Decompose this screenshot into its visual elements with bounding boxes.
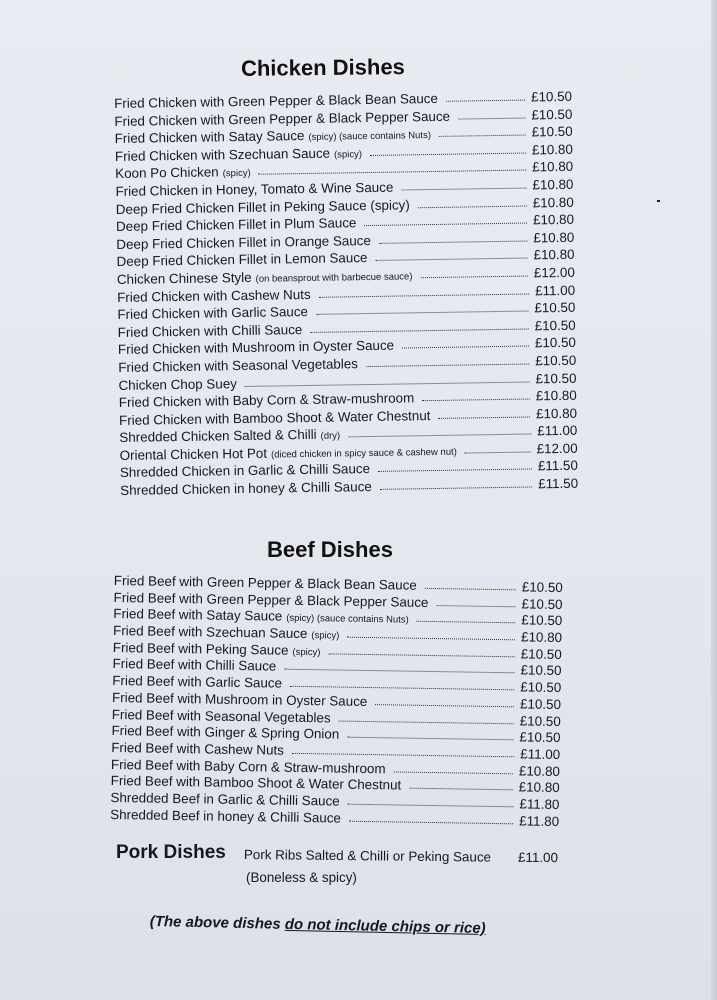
menu-item-price: £12.00 — [536, 440, 578, 457]
dotted-leader — [292, 752, 514, 757]
chicken-dishes-list — [114, 89, 578, 501]
dotted-leader — [370, 151, 526, 155]
menu-item-price: £10.80 — [535, 405, 578, 422]
paper-speck — [657, 200, 660, 202]
menu-item-name: Fried Chicken with Seasonal Vegetables — [118, 356, 359, 375]
menu-item-name: Fried Beef with Bamboo Shoot & Water Chestnut — [110, 773, 402, 793]
menu-item-name: Fried Beef with Green Pepper & Black Pepper Sauce — [113, 589, 429, 610]
footer-note — [150, 913, 486, 937]
menu-item-price: £10.80 — [518, 779, 560, 796]
dotted-leader — [328, 652, 514, 657]
menu-item-price: £10.80 — [531, 141, 574, 158]
menu-item-note: (diced chicken in spicy sauce & cashew nut) — [270, 446, 457, 461]
menu-item-price: £10.80 — [532, 194, 574, 210]
menu-item-price: £12.00 — [533, 264, 575, 281]
menu-item-name: Shredded Beef in Garlic & Chilli Sauce — [110, 789, 340, 809]
menu-item-price: £10.50 — [534, 335, 577, 351]
menu-item-name: Fried Beef with Chilli Sauce — [112, 656, 277, 674]
menu-item-price: £10.80 — [532, 159, 574, 175]
pork-dishes-section — [116, 842, 576, 892]
menu-item-price: £10.50 — [535, 370, 577, 386]
dotted-leader — [418, 204, 527, 208]
menu-item-name: Fried Chicken with Szechuan Sauce — [114, 145, 331, 164]
dotted-leader — [290, 685, 514, 691]
menu-item-price: £11.50 — [538, 475, 579, 492]
dotted-leader — [425, 587, 516, 590]
menu-item-price: £11.00 — [535, 282, 576, 298]
menu-item-name: Fried Beef with Seasonal Vegetables — [111, 706, 331, 725]
menu-item-price: £10.50 — [521, 596, 563, 612]
menu-item-price: £11.00 — [537, 423, 578, 439]
dotted-leader — [375, 703, 514, 707]
menu-item-price: £10.50 — [520, 679, 562, 696]
menu-item-name: Fried Chicken with Garlic Sauce — [117, 304, 309, 323]
dotted-leader — [458, 116, 525, 119]
menu-item-note: (spicy) — [311, 630, 340, 642]
menu-item-price: £10.80 — [532, 176, 574, 193]
menu-item-price: £10.80 — [520, 629, 563, 646]
dotted-leader — [347, 736, 513, 741]
beef-dishes-heading: Beef Dishes — [267, 537, 393, 562]
menu-item-note: (dry) — [320, 430, 341, 443]
menu-item-price: £10.80 — [533, 247, 575, 263]
menu-item-price: £10.50 — [520, 662, 562, 679]
dotted-leader — [375, 257, 527, 261]
dotted-leader — [349, 819, 513, 824]
dotted-leader — [245, 380, 530, 386]
menu-item-price: £10.80 — [535, 387, 577, 404]
dotted-leader — [394, 770, 513, 774]
chicken-dishes-heading: Chicken Dishes — [240, 54, 405, 81]
menu-item-price: £11.00 — [520, 746, 561, 762]
pork-item-name: Pork Ribs Salted & Chilli or Peking Sauce — [243, 847, 492, 865]
pork-dishes-heading: Pork Dishes — [116, 842, 226, 863]
menu-item-name: Fried Beef with Cashew Nuts — [111, 739, 285, 758]
dotted-leader — [319, 292, 530, 297]
menu-item-name: Fried Beef with Mushroom in Oyster Sauce — [111, 689, 368, 709]
menu-item-name: Fried Chicken with Green Pepper & Black Bean Sauce — [114, 90, 438, 111]
menu-item-name: Fried Chicken in Honey, Tomato & Wine Sauce — [115, 179, 394, 199]
menu-item-name: Koon Po Chicken — [115, 164, 219, 182]
dotted-leader — [439, 134, 526, 137]
dotted-leader — [380, 486, 532, 490]
pork-item-note: (Boneless & spicy) — [246, 870, 357, 885]
menu-item-price: £10.80 — [518, 762, 561, 779]
menu-item-name: Fried Beef with Szechuan Sauce — [112, 623, 308, 642]
menu-item-name: Fried Beef with Peking Sauce — [112, 639, 289, 658]
menu-item-note: (spicy) — [333, 148, 363, 161]
menu-item-name: Fried Beef with Green Pepper & Black Bean Sauce — [113, 573, 417, 593]
menu-item-price: £10.50 — [520, 646, 562, 662]
dotted-leader — [339, 719, 514, 724]
menu-item-price: £10.50 — [531, 123, 573, 140]
menu-item-name: Shredded Chicken Salted & Chilli — [119, 427, 317, 446]
menu-item-price: £10.50 — [530, 88, 573, 105]
menu-item-name: Shredded Beef in honey & Chilli Sauce — [110, 806, 342, 826]
menu-item-price: £10.50 — [519, 696, 562, 712]
menu-item-price: £10.50 — [519, 729, 561, 746]
menu-item-note: (spicy) (sauce contains Nuts) — [308, 130, 432, 144]
menu-item-name: Fried Beef with Satay Sauce — [113, 606, 283, 625]
menu-item-name: Fried Chicken with Chilli Sauce — [117, 321, 303, 340]
menu-item-price: £10.50 — [521, 612, 563, 629]
menu-item-name: Fried Chicken with Satay Sauce — [114, 128, 305, 147]
menu-item-price: £10.50 — [534, 299, 576, 316]
dotted-leader — [379, 239, 527, 243]
menu-item-name: Oriental Chicken Hot Pot — [119, 445, 268, 463]
menu-item-price: £10.50 — [534, 317, 576, 334]
dotted-leader — [347, 636, 515, 641]
menu-item-name: Fried Chicken with Bamboo Shoot & Water Chestnut — [118, 407, 431, 428]
pork-item-price: £11.00 — [517, 849, 559, 866]
dotted-leader — [417, 620, 516, 624]
dotted-leader — [436, 604, 515, 607]
dotted-leader — [401, 187, 526, 191]
dotted-leader — [446, 99, 525, 102]
menu-item-name: Shredded Chicken in honey & Chilli Sauce — [120, 479, 372, 499]
menu-item-name: Deep Fried Chicken Fillet in Plum Sauce — [115, 215, 357, 235]
menu-item-price: £10.80 — [533, 229, 575, 246]
dotted-leader — [465, 450, 531, 453]
menu-item-name: Fried Chicken with Cashew Nuts — [117, 286, 311, 305]
footer-note-prefix: (The above dishes — [149, 913, 286, 933]
dotted-leader — [284, 668, 514, 674]
paper-edge-shadow — [711, 0, 717, 1000]
dotted-leader — [310, 327, 528, 332]
menu-item-price: £10.50 — [519, 712, 561, 729]
dotted-leader — [378, 468, 532, 472]
dotted-leader — [348, 433, 531, 438]
menu-item-name: Chicken Chinese Style — [116, 269, 252, 287]
dotted-leader — [348, 803, 514, 808]
menu-item-name: Fried Beef with Baby Corn & Straw-mushroom — [110, 756, 386, 776]
menu-item-price: £10.50 — [535, 352, 577, 369]
dotted-leader — [420, 274, 527, 278]
dotted-leader — [438, 415, 530, 418]
dotted-leader — [409, 787, 513, 791]
menu-item-name: Deep Fried Chicken Fillet in Orange Sauce — [116, 232, 371, 252]
menu-item-price: £10.80 — [532, 211, 575, 228]
menu-item-note: (spicy) — [292, 646, 321, 659]
dotted-leader — [366, 362, 529, 367]
menu-item-price: £10.50 — [531, 106, 573, 123]
menu-item-note: (on beansprout with barbecue sauce) — [255, 271, 413, 285]
menu-item-name: Fried Chicken with Baby Corn & Straw-mushroom — [118, 390, 415, 411]
dotted-leader — [316, 310, 529, 315]
menu-item-price: £11.80 — [519, 813, 560, 829]
dotted-leader — [402, 345, 529, 349]
menu-item-name: Fried Chicken with Mushroom in Oyster Sauce — [117, 337, 395, 358]
menu-item-name: Deep Fried Chicken Fillet in Peking Sauce (spicy) — [115, 196, 410, 217]
menu-item-name: Shredded Chicken in Garlic & Chilli Sauce — [119, 461, 371, 481]
menu-item-name: Fried Chicken with Green Pepper & Black Pepper Sauce — [114, 108, 451, 129]
menu-item-note: (spicy) (sauce contains Nuts) — [286, 613, 409, 627]
menu-item-note: (spicy) — [222, 168, 251, 180]
dotted-leader — [364, 222, 527, 227]
menu-item-name: Fried Beef with Ginger & Spring Onion — [111, 723, 340, 742]
menu-item-price: £11.80 — [519, 796, 560, 812]
dotted-leader — [259, 169, 527, 175]
beef-dishes-list — [110, 573, 563, 830]
menu-item-price: £10.50 — [521, 579, 563, 596]
menu-item-price: £11.50 — [537, 458, 578, 474]
menu-item-name: Chicken Chop Suey — [118, 375, 238, 393]
footer-note-underlined: do not include chips or rice) — [284, 915, 486, 938]
menu-item-name: Fried Beef with Garlic Sauce — [112, 673, 283, 691]
dotted-leader — [422, 398, 530, 402]
menu-item-name: Deep Fried Chicken Fillet in Lemon Sauce — [116, 250, 368, 270]
